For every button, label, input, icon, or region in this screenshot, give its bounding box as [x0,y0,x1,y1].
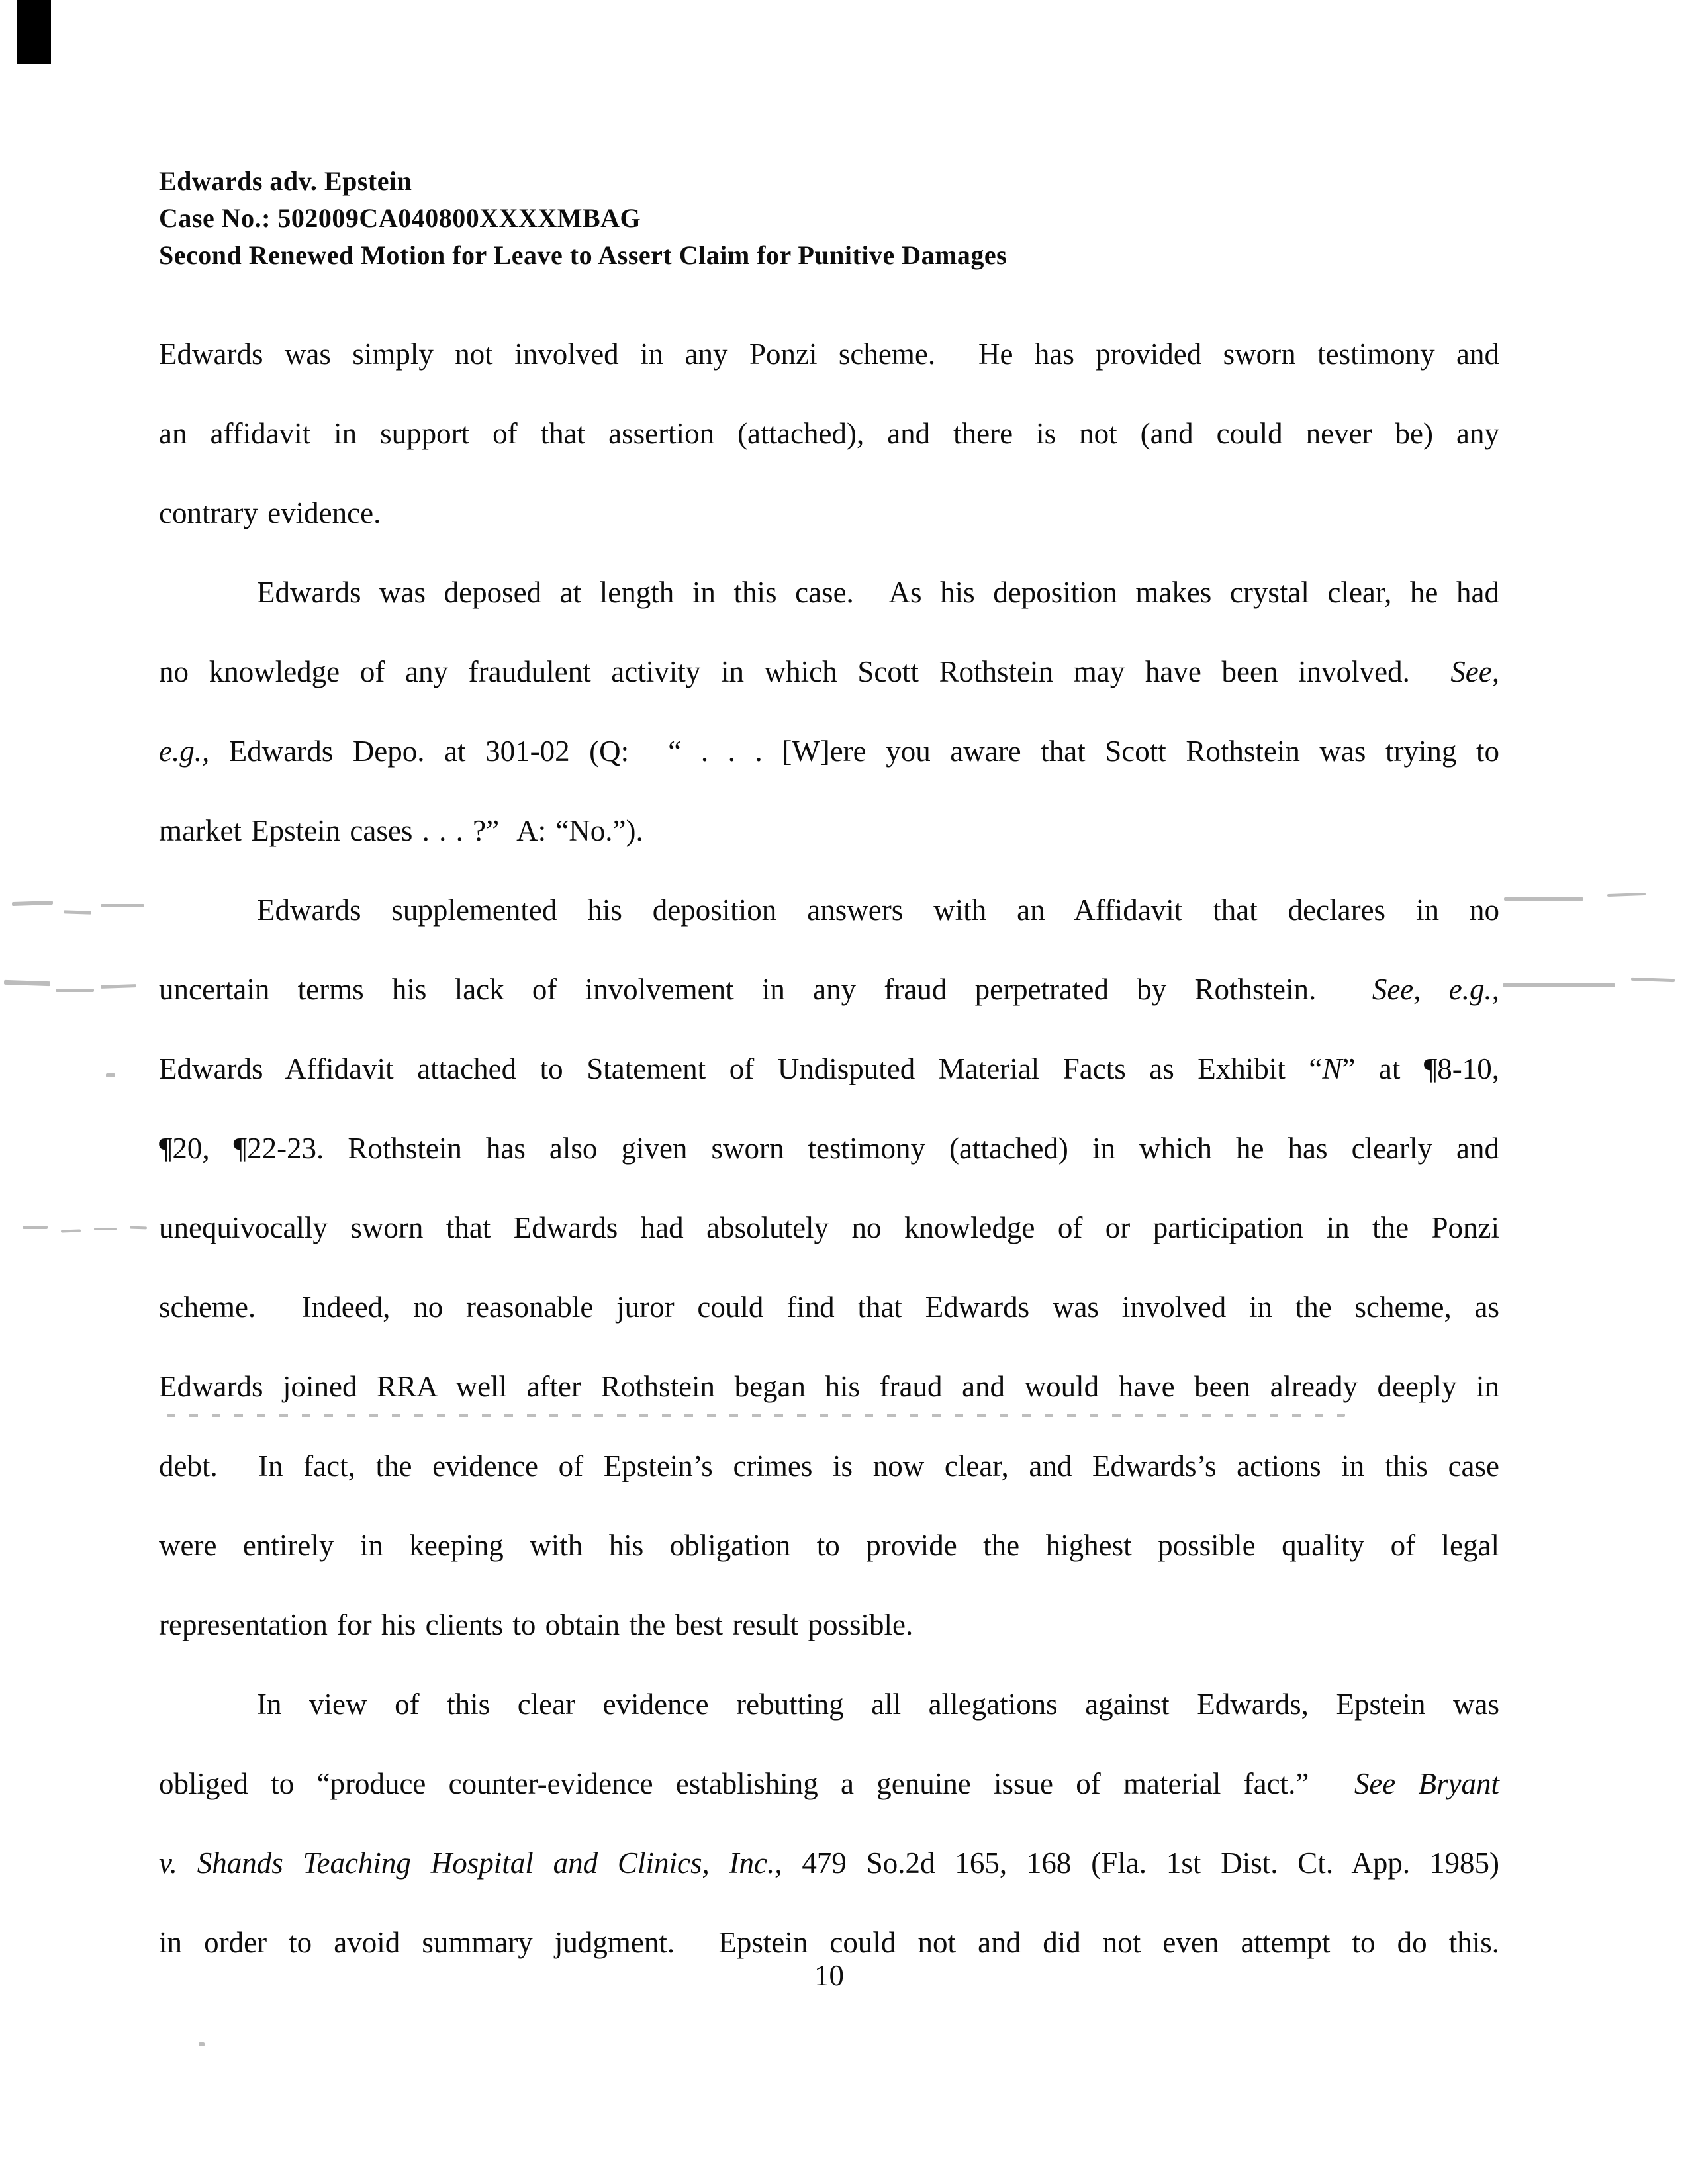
body-line: Edwards Affidavit attached to Statement of Undisputed Material Facts as Exhibit “N” at ¶8-10, [159,1052,1499,1085]
body-line: were entirely in keeping with his obligation to provide the highest possible quality of legal [159,1529,1499,1562]
body-line: market Epstein cases . . . ?” A: “No.”). [159,814,643,847]
body-line: scheme. Indeed, no reasonable juror could find that Edwards was involved in the scheme, as [159,1291,1499,1324]
body-line: In view of this clear evidence rebutting all allegations against Edwards, Epstein was [257,1688,1499,1721]
scan-smudge [1503,983,1615,987]
scan-smudge [101,904,144,907]
scan-smudge [23,1226,48,1229]
body-line: uncertain terms his lack of involvement in any fraud perpetrated by Rothstein. See, e.g., [159,973,1499,1006]
scan-dotted-line [167,1414,1345,1417]
scan-smudge [64,910,91,914]
body-line: ¶20, ¶22-23. Rothstein has also given sworn testimony (attached) in which he has clearly and [159,1132,1499,1165]
scan-smudge [56,989,94,992]
body-line: Edwards was deposed at length in this case. As his deposition makes crystal clear, he had [257,576,1499,609]
scan-smudge [130,1226,147,1230]
page-number: 10 [814,1959,844,1992]
body-line: no knowledge of any fraudulent activity in which Scott Rothstein may have been involved. See, [159,655,1499,688]
header-motion-title: Second Renewed Motion for Leave to Assert Claim for Punitive Damages [159,240,1008,270]
scan-smudge [94,1228,117,1230]
scan-smudge [106,1073,115,1077]
body-line: Edwards supplemented his deposition answers with an Affidavit that declares in no [257,893,1499,927]
body-line: v. Shands Teaching Hospital and Clinics, Inc., 479 So.2d 165, 168 (Fla. 1st Dist. Ct. App. 1985) [159,1846,1500,1880]
document-header [159,163,1007,274]
scan-corner-bar [17,0,51,64]
scan-smudge [4,980,50,986]
body-line: Edwards was simply not involved in any Ponzi scheme. He has provided sworn testimony and [159,338,1499,371]
body-line: an affidavit in support of that assertion (attached), and there is not (and could never be) any [159,417,1499,450]
scan-smudge [61,1229,81,1232]
body-line: obliged to “produce counter-evidence establishing a genuine issue of material fact.” See Bryant [159,1767,1500,1800]
scan-smudge [1607,893,1646,897]
body-line: unequivocally sworn that Edwards had absolutely no knowledge of or participation in the Ponzi [159,1211,1499,1244]
header-case-caption: Edwards adv. Epstein [159,166,412,196]
body-line: e.g., Edwards Depo. at 301-02 (Q: “ . . . [W]ere you aware that Scott Rothstein was trying to [159,735,1499,768]
scan-smudge [199,2042,205,2046]
scan-smudge [1631,978,1675,982]
scan-smudge [12,901,53,906]
body-line: Edwards joined RRA well after Rothstein began his fraud and would have been already deeply in [159,1370,1499,1403]
body-line: debt. In fact, the evidence of Epstein’s crimes is now clear, and Edwards’s actions in this case [159,1449,1499,1482]
body-text [159,314,1499,1982]
body-line: contrary evidence. [159,496,381,529]
scan-smudge [1504,897,1583,901]
body-line: representation for his clients to obtain the best result possible. [159,1608,914,1641]
header-case-number: Case No.: 502009CA040800XXXXMBAG [159,203,641,233]
scan-smudge [101,984,136,989]
body-line: in order to avoid summary judgment. Epstein could not and did not even attempt to do this. [159,1926,1499,1959]
